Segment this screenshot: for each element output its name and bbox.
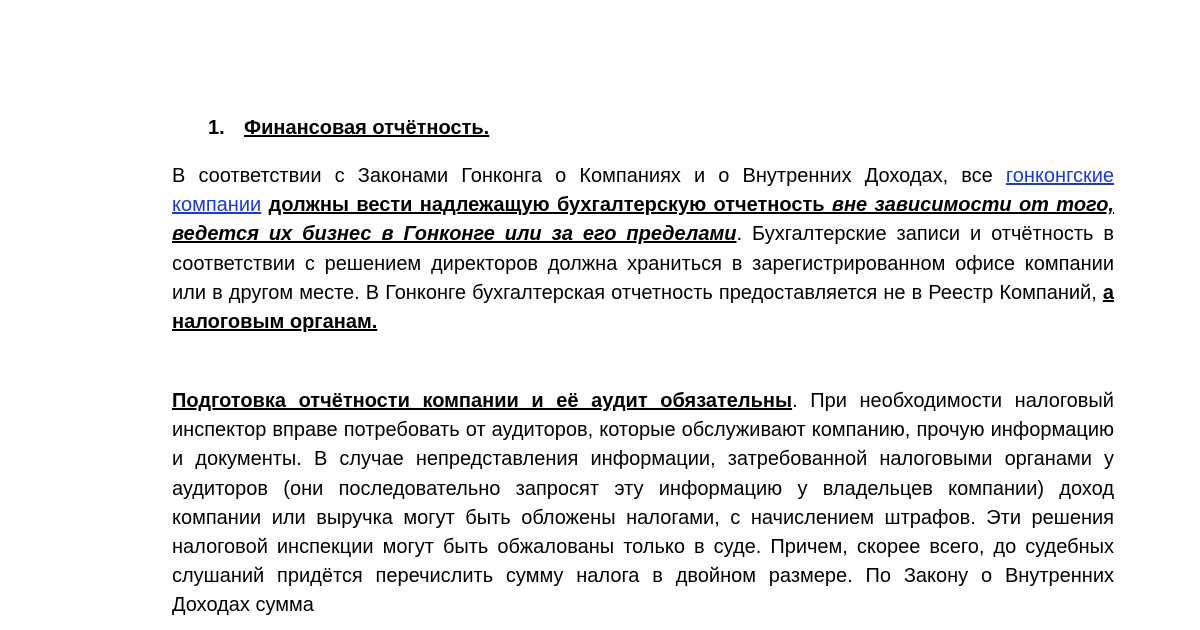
- section-number: 1.: [208, 117, 225, 139]
- paragraph-accounting-requirements: [172, 162, 1114, 337]
- paragraph-1-space: [261, 194, 268, 216]
- section-title: Финансовая отчётность.: [244, 117, 490, 139]
- paragraph-2-lead-bold: Подготовка отчётности компании и её аудит обязательны: [172, 390, 793, 412]
- hong-kong-companies-link[interactable]: гонконгские компании: [172, 165, 1114, 217]
- paragraph-1-intro: В соответствии с Законами Гонконга о Компаниях и о Внутренних Доходах, все: [172, 165, 1006, 187]
- paragraph-1-bold-underlined: должны вести надлежащую бухгалтерскую отчетность: [268, 194, 832, 217]
- paragraph-audit-requirements: [172, 387, 1114, 621]
- paragraph-1-bold-italic-underlined: вне зависимости от того, ведется их бизнес в Гонконге или за его пределами: [172, 194, 1114, 246]
- paragraph-1-ending-bold: а налоговым органам.: [172, 281, 1114, 334]
- paragraph-1-body: . Бухгалтерские записи и отчётность в соответствии с решением директоров должна храниться в зарегистрированном офисе компании или в другом месте. В Гонконге бухгалтерская отчетность предоставляется не в Реестр Компаний,: [172, 223, 1114, 304]
- section-heading: [208, 116, 489, 140]
- paragraph-2-body: . При необходимости налоговый инспектор вправе потребовать от аудиторов, которые обслуживают компанию, прочую информацию и документы. В случае непредставления информации, затребованной налоговыми органами у аудиторов (они последовательно запросят эту информацию у владельцев компании) доход компании или выручка могут быть обложены налогами, с начислением штрафов. Эти решения налоговой инспекции могут быть обжалованы только в суде. Причем, скорее всего, до судебных слушаний придётся перечислить сумму налога в двойном размере. По Закону о Внутренних Доходах сумма: [172, 390, 1114, 617]
